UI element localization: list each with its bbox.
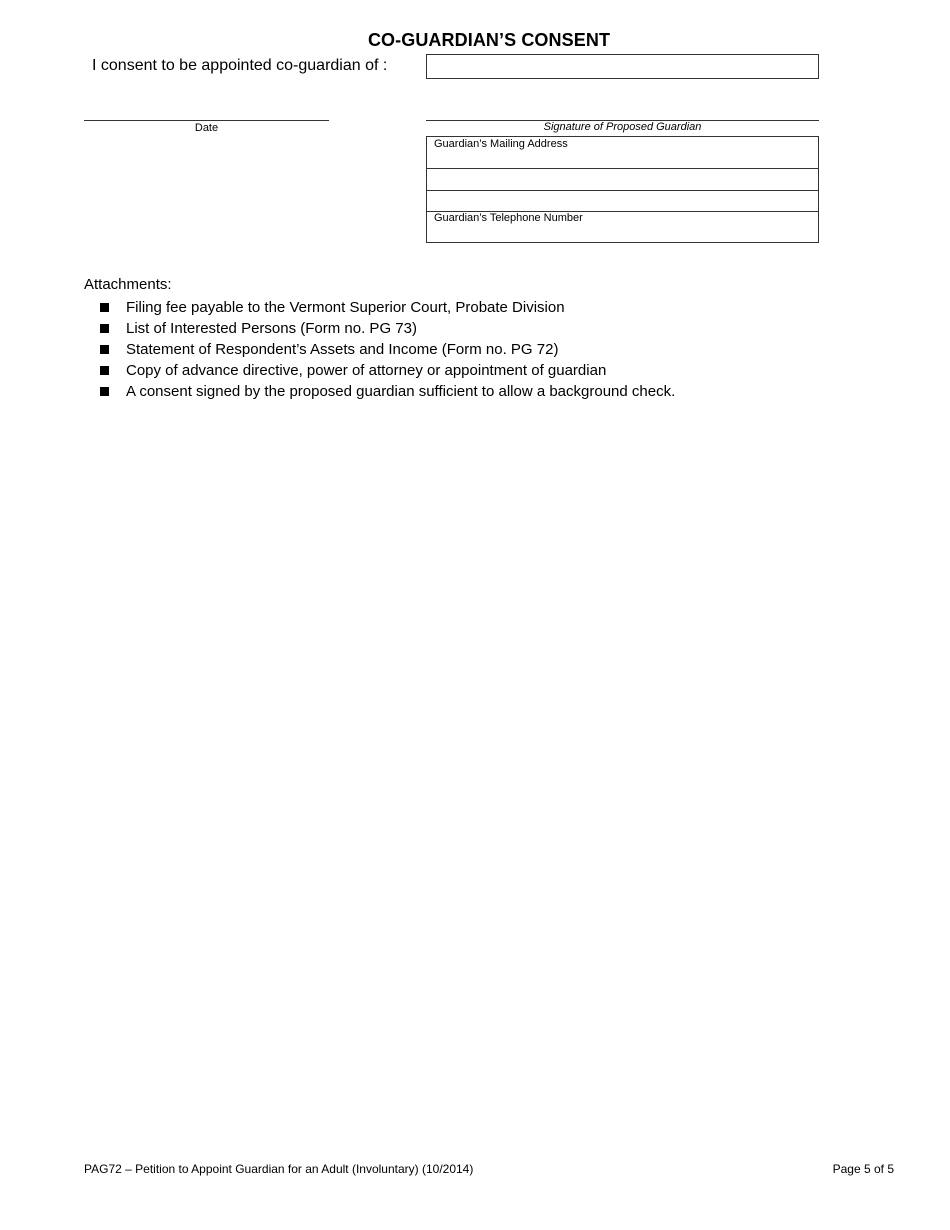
date-signature-line[interactable] <box>84 120 329 121</box>
mailing-address-line-3[interactable] <box>427 190 818 211</box>
square-bullet-icon <box>100 303 109 312</box>
square-bullet-icon <box>100 345 109 354</box>
page-title: CO-GUARDIAN’S CONSENT <box>367 30 611 50</box>
list-item: Filing fee payable to the Vermont Superior Court, Probate Division <box>100 297 675 318</box>
square-bullet-icon <box>100 366 109 375</box>
telephone-field[interactable] <box>427 211 818 243</box>
square-bullet-icon <box>100 387 109 396</box>
footer-form-id: PAG72 – Petition to Appoint Guardian for an Adult (Involuntary) (10/2014) <box>84 1162 474 1176</box>
mailing-address-label: Guardian’s Mailing Address <box>434 138 568 150</box>
telephone-label: Guardian’s Telephone Number <box>434 212 583 224</box>
guardian-contact-box <box>426 136 819 243</box>
mailing-address-line-2[interactable] <box>427 168 818 190</box>
signature-label: Signature of Proposed Guardian <box>543 121 702 133</box>
co-guardian-of-field[interactable] <box>426 54 819 79</box>
list-item: Copy of advance directive, power of attorney or appointment of guardian <box>100 360 675 381</box>
date-label: Date <box>194 122 219 134</box>
consent-label: I consent to be appointed co-guardian of : <box>92 57 388 74</box>
footer-page-number: Page 5 of 5 <box>832 1162 894 1176</box>
attachments-list <box>100 297 675 402</box>
square-bullet-icon <box>100 324 109 333</box>
list-item: List of Interested Persons (Form no. PG 73) <box>100 318 675 339</box>
list-item: A consent signed by the proposed guardian sufficient to allow a background check. <box>100 381 675 402</box>
attachments-heading: Attachments: <box>84 276 172 293</box>
list-item: Statement of Respondent’s Assets and Income (Form no. PG 72) <box>100 339 675 360</box>
